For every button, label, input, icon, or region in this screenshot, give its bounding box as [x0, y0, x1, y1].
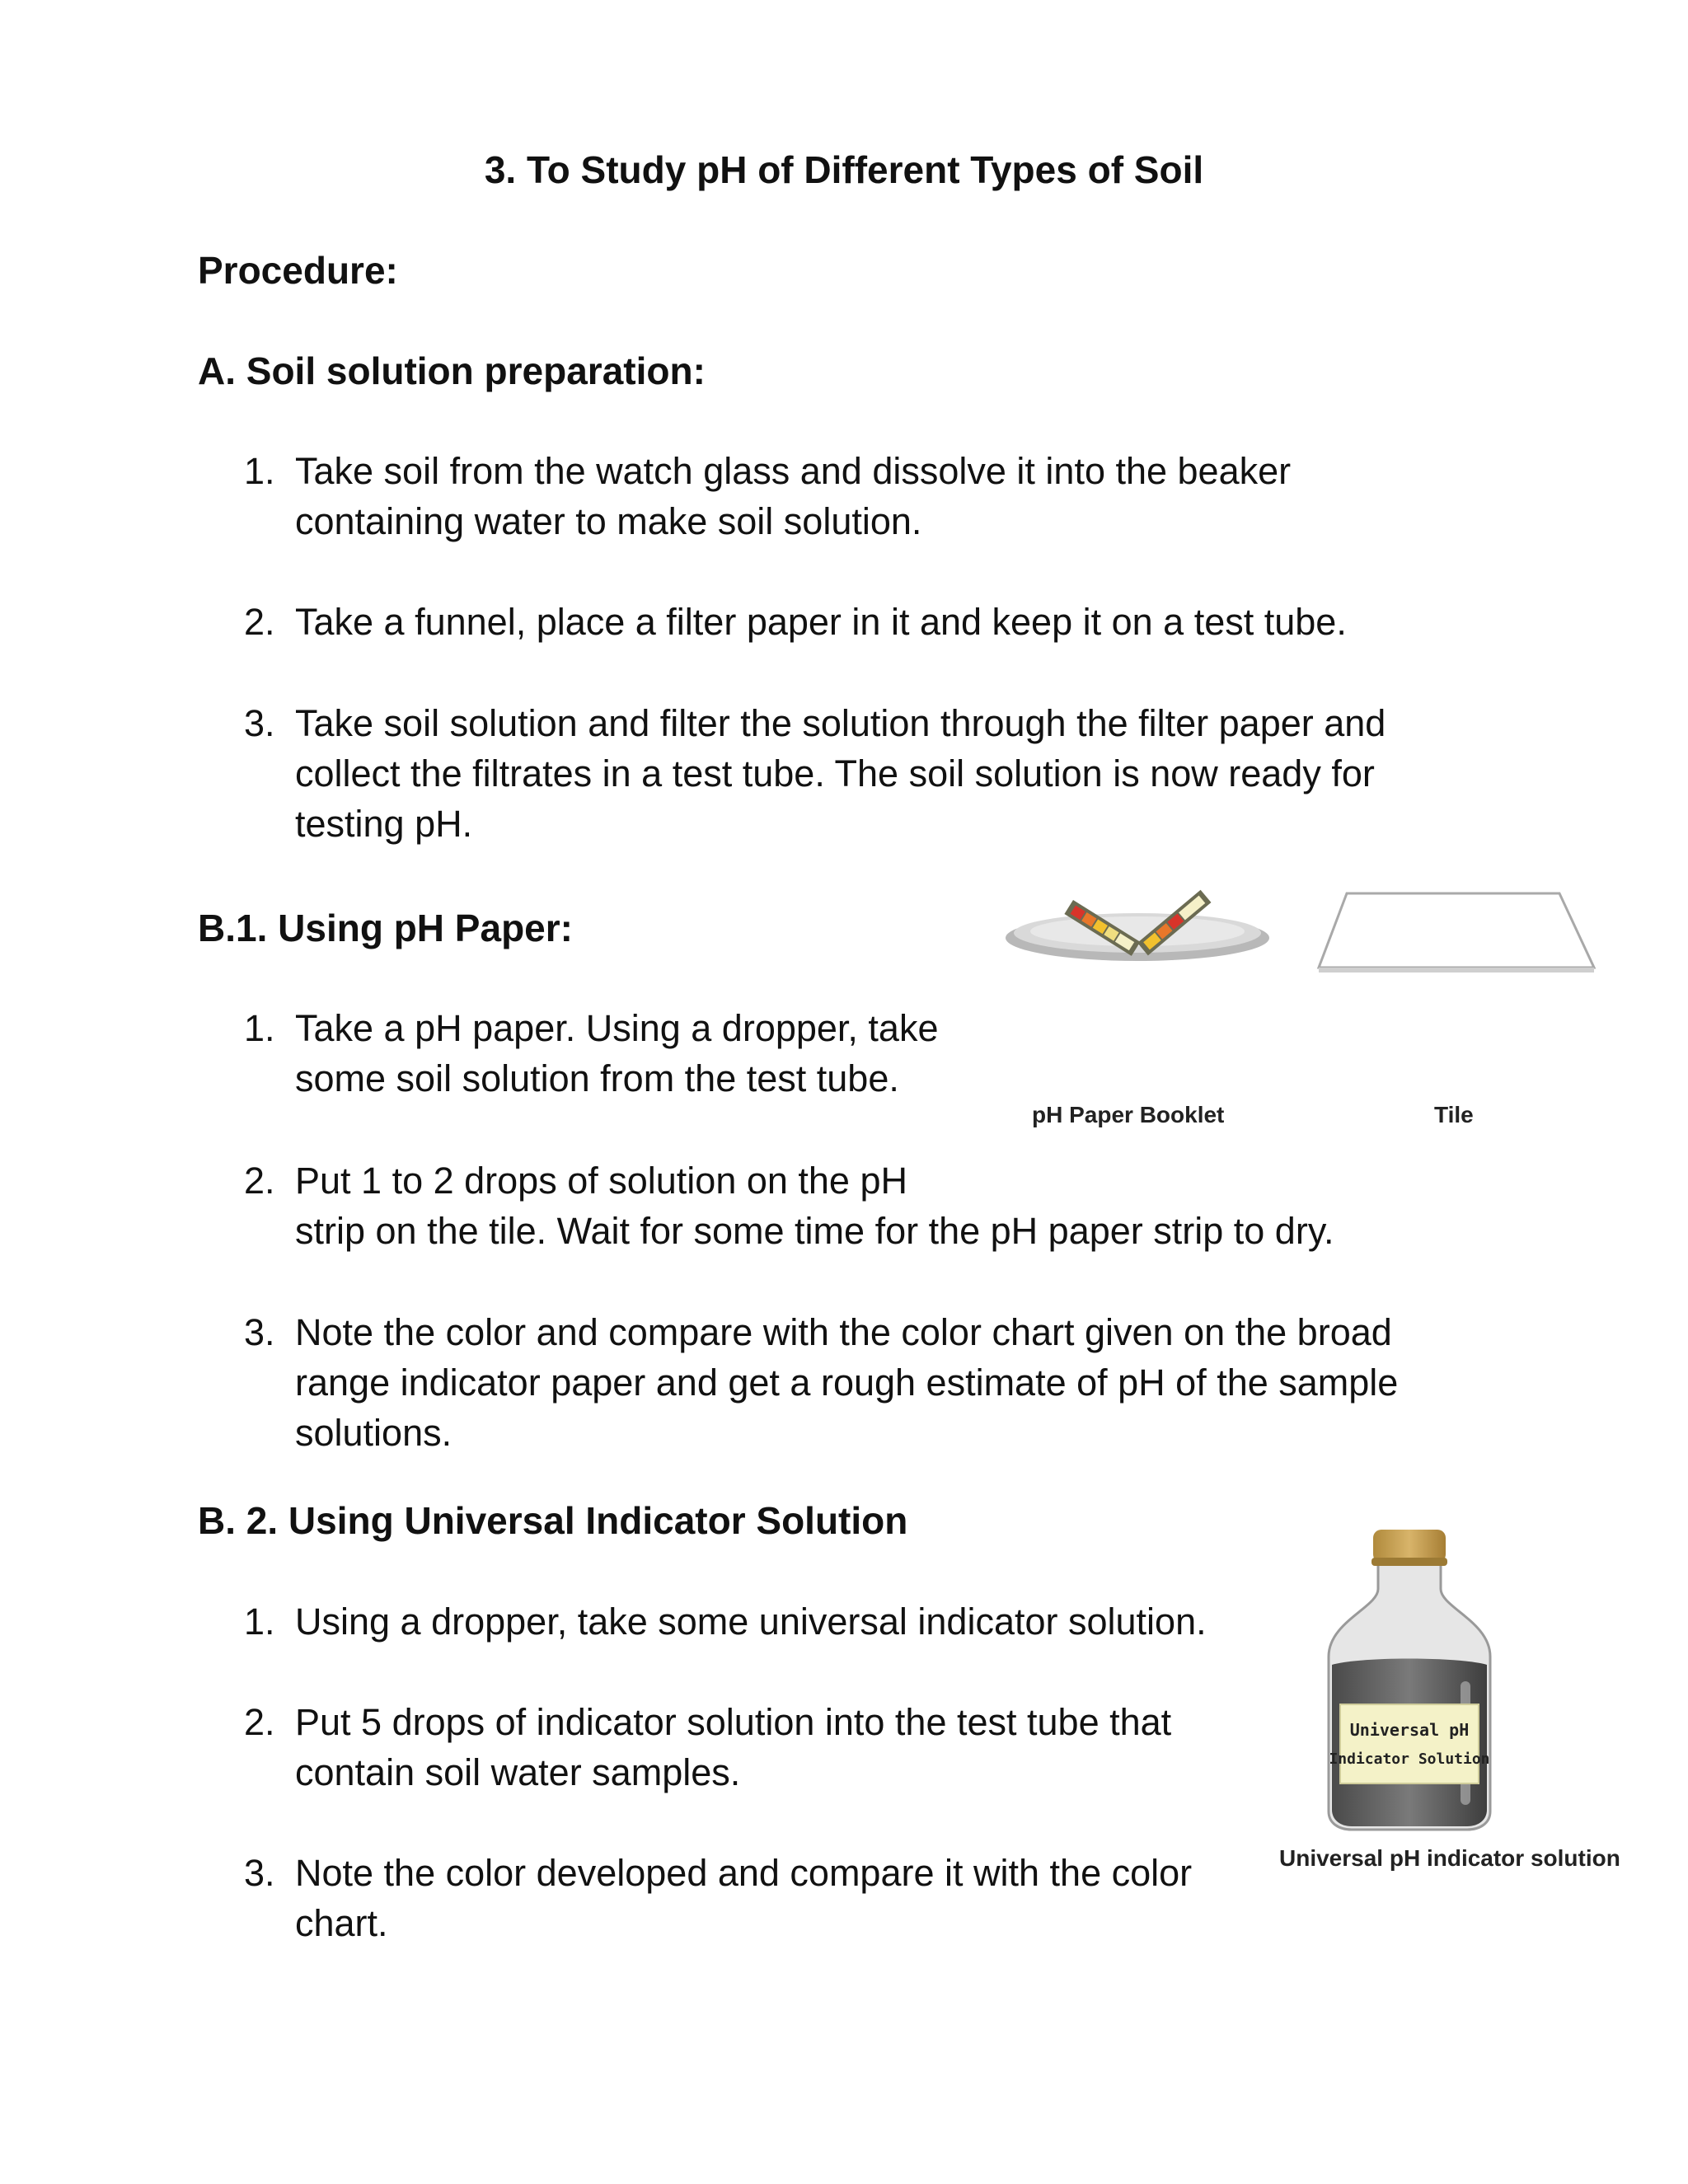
- indicator-bottle-illustration: [1319, 1525, 1500, 1838]
- step-line: Put 5 drops of indicator solution into the test tube that: [295, 1701, 1172, 1743]
- step-line: Note the color and compare with the color chart given on the broad: [295, 1311, 1392, 1353]
- step-number: 2.: [244, 1160, 275, 1202]
- step-line: collect the filtrates in a test tube. The soil solution is now ready for: [295, 752, 1375, 794]
- page-title: 3. To Study pH of Different Types of Soil: [484, 148, 1204, 191]
- section-b2-heading: B. 2. Using Universal Indicator Solution: [198, 1499, 908, 1542]
- step-number: 1.: [244, 450, 275, 492]
- step-line: contain soil water samples.: [295, 1751, 741, 1793]
- step-line: Using a dropper, take some universal indicator solution.: [295, 1601, 1207, 1643]
- step-line: containing water to make soil solution.: [295, 500, 922, 542]
- ph-paper-booklet-illustration: [997, 882, 1278, 972]
- step-line: strip on the tile. Wait for some time for the pH paper strip to dry.: [295, 1210, 1334, 1252]
- step-line: Take soil from the watch glass and dissolve it into the beaker: [295, 450, 1292, 492]
- step-number: 3.: [244, 1311, 275, 1353]
- step-line: range indicator paper and get a rough estimate of pH of the sample: [295, 1361, 1399, 1404]
- step-line: testing pH.: [295, 803, 473, 845]
- step-line: Note the color developed and compare it with the color: [295, 1852, 1193, 1894]
- section-b1-heading: B.1. Using pH Paper:: [198, 907, 573, 949]
- ph-paper-booklet-caption: pH Paper Booklet: [1032, 1102, 1225, 1127]
- step-line: Take soil solution and filter the solution through the filter paper and: [295, 702, 1386, 744]
- step-line: Put 1 to 2 drops of solution on the pH: [295, 1160, 907, 1202]
- step-line: solutions.: [295, 1412, 452, 1454]
- step-line: chart.: [295, 1902, 388, 1944]
- step-line: some soil solution from the test tube.: [295, 1057, 899, 1099]
- step-number: 1.: [244, 1601, 275, 1643]
- indicator-bottle-caption: Universal pH indicator solution: [1279, 1845, 1620, 1871]
- tile-illustration: [1312, 890, 1601, 981]
- step-number: 2.: [244, 601, 275, 643]
- tile-caption: Tile: [1434, 1102, 1474, 1127]
- procedure-heading: Procedure:: [198, 249, 398, 292]
- bottle-label-line: Indicator Solution: [1329, 1750, 1490, 1768]
- step-number: 1.: [244, 1007, 275, 1049]
- step-number: 3.: [244, 702, 275, 744]
- step-line: Take a funnel, place a filter paper in it and keep it on a test tube.: [295, 601, 1347, 643]
- step-number: 3.: [244, 1852, 275, 1894]
- step-line: Take a pH paper. Using a dropper, take: [295, 1007, 939, 1049]
- step-number: 2.: [244, 1701, 275, 1743]
- section-a-heading: A. Soil solution preparation:: [198, 349, 706, 392]
- bottle-label-line: Universal pH: [1349, 1720, 1470, 1740]
